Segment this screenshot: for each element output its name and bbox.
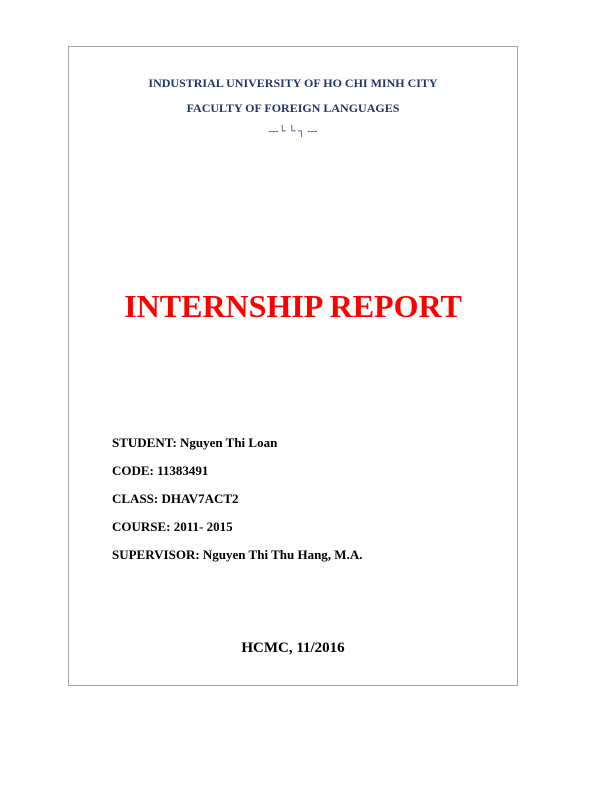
student-info-list — [112, 434, 362, 574]
student-line: STUDENT: Nguyen Thi Loan — [112, 435, 278, 450]
place-date: HCMC, 11/2016 — [241, 640, 345, 656]
page-border — [68, 46, 518, 686]
course-line: COURSE: 2011- 2015 — [112, 519, 233, 534]
faculty-name: FACULTY OF FOREIGN LANGUAGES — [186, 101, 400, 115]
supervisor-line: SUPERVISOR: Nguyen Thi Thu Hang, M.A. — [112, 547, 363, 562]
code-line: CODE: 11383491 — [112, 463, 209, 478]
report-title: INTERNSHIP REPORT — [124, 288, 462, 324]
university-name: INDUSTRIAL UNIVERSITY OF HO CHI MINH CITY — [148, 76, 438, 90]
class-line: CLASS: DHAV7ACT2 — [112, 491, 239, 506]
ornament-divider: ---└ └ ┐ --- — [268, 126, 318, 137]
